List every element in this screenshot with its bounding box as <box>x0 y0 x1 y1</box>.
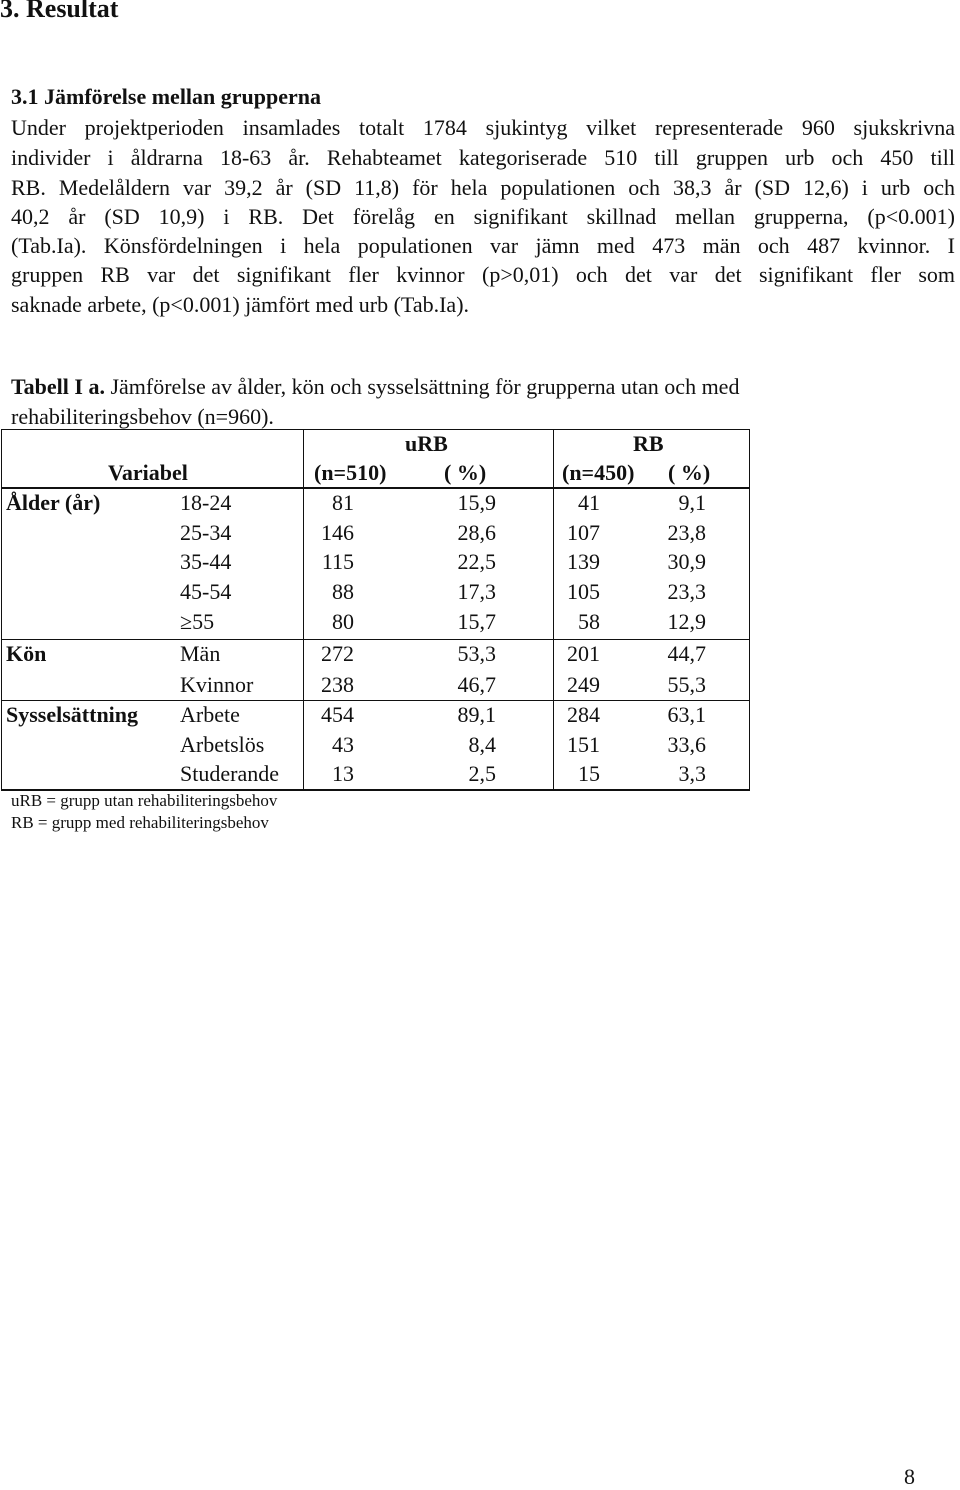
row-group1-pct: 28,6 <box>457 520 496 545</box>
header-group2-n: (n=450) <box>562 460 635 485</box>
row-group2-n: 249 <box>567 672 600 697</box>
header-group1-n: (n=510) <box>314 460 387 485</box>
paragraph-line: gruppen RB var det signifikant fler kvinnor (p>0,01) och det var det signifikant fler som <box>11 262 955 287</box>
section-heading: 3. Resultat <box>0 0 119 23</box>
row-group1-pct: 22,5 <box>457 549 496 574</box>
row-group1-pct: 2,5 <box>468 761 496 786</box>
row-group2-n: 284 <box>567 702 600 727</box>
row-subcategory: 45-54 <box>180 579 232 604</box>
row-group1-n: 13 <box>332 761 354 786</box>
table-header-divider <box>1 487 750 489</box>
row-group1-n: 88 <box>332 579 354 604</box>
row-group1-n: 43 <box>332 732 354 757</box>
row-group2-n: 139 <box>567 549 600 574</box>
table-row-divider <box>1 639 750 640</box>
row-subcategory: 25-34 <box>180 520 232 545</box>
footnote: uRB = grupp utan rehabiliteringsbehov <box>11 791 278 810</box>
page-number: 8 <box>904 1464 915 1489</box>
row-group2-n: 151 <box>567 732 600 757</box>
row-subcategory: Studerande <box>180 761 279 786</box>
row-subcategory: 35-44 <box>180 549 232 574</box>
row-group2-n: 15 <box>578 761 600 786</box>
paragraph-line: individer i åldrarna 18-63 år. Rehabteamet kategoriserade 510 till gruppen urb och 450 till <box>11 145 955 170</box>
paragraph-line: RB. Medelåldern var 39,2 år (SD 11,8) för hela populationen och 38,3 år (SD 12,6) i urb och <box>11 175 955 200</box>
row-group2-n: 107 <box>567 520 600 545</box>
table-border-left <box>1 429 2 790</box>
paragraph-line: Under projektperioden insamlades totalt 1784 sjukintyg vilket representerade 960 sjukskrivna <box>11 115 955 140</box>
row-subcategory: Män <box>180 641 221 666</box>
row-group2-pct: 44,7 <box>667 641 706 666</box>
row-subcategory: ≥55 <box>180 609 215 634</box>
row-group1-pct: 15,7 <box>457 609 496 634</box>
table-caption <box>11 374 739 400</box>
table-border-top <box>1 429 750 430</box>
row-group1-n: 146 <box>321 520 354 545</box>
row-group2-n: 58 <box>578 609 600 634</box>
table-column-divider <box>553 429 554 790</box>
row-group1-n: 81 <box>332 490 354 515</box>
header-group1-pct: ( %) <box>444 460 487 485</box>
row-group2-n: 201 <box>567 641 600 666</box>
row-group1-n: 454 <box>321 702 354 727</box>
footnote: RB = grupp med rehabiliteringsbehov <box>11 813 269 832</box>
row-group1-pct: 89,1 <box>457 702 496 727</box>
row-group2-pct: 3,3 <box>678 761 706 786</box>
paragraph-line: saknade arbete, (p<0.001) jämfört med urb (Tab.Ia). <box>11 292 470 317</box>
row-group1-n: 272 <box>321 641 354 666</box>
table-border-right <box>749 429 750 790</box>
row-group2-pct: 23,8 <box>667 520 706 545</box>
subsection-heading: 3.1 Jämförelse mellan grupperna <box>11 84 322 109</box>
header-variable: Variabel <box>108 460 188 485</box>
row-group2-pct: 63,1 <box>667 702 706 727</box>
row-category: Ålder (år) <box>6 490 101 515</box>
row-group1-n: 80 <box>332 609 354 634</box>
row-category: Kön <box>6 641 47 666</box>
row-group2-pct: 9,1 <box>678 490 706 515</box>
row-group2-pct: 30,9 <box>667 549 706 574</box>
paragraph-line: (Tab.Ia). Könsfördelningen i hela populationen var jämn med 473 män och 487 kvinnor. I <box>11 233 955 258</box>
header-group2-pct: ( %) <box>668 460 711 485</box>
row-category: Sysselsättning <box>6 702 139 727</box>
table-caption-label: Tabell I a. <box>11 374 105 399</box>
row-group1-n: 115 <box>321 549 354 574</box>
row-group1-n: 238 <box>321 672 354 697</box>
row-group1-pct: 8,4 <box>468 732 496 757</box>
row-group2-pct: 55,3 <box>667 672 706 697</box>
table-column-divider <box>303 429 304 790</box>
row-group2-pct: 23,3 <box>667 579 706 604</box>
row-subcategory: 18-24 <box>180 490 232 515</box>
row-group1-pct: 15,9 <box>457 490 496 515</box>
header-group1-name: uRB <box>405 431 448 456</box>
row-group1-pct: 17,3 <box>457 579 496 604</box>
table-caption-text: Jämförelse av ålder, kön och sysselsättning för grupperna utan och med <box>104 374 740 399</box>
row-group1-pct: 53,3 <box>457 641 496 666</box>
row-group1-pct: 46,7 <box>457 672 496 697</box>
row-group2-n: 41 <box>578 490 600 515</box>
table-row-divider <box>1 700 750 701</box>
header-group2-name: RB <box>633 431 664 456</box>
row-subcategory: Arbetslös <box>180 732 265 757</box>
row-subcategory: Arbete <box>180 702 240 727</box>
row-group2-pct: 33,6 <box>667 732 706 757</box>
row-group2-pct: 12,9 <box>667 609 706 634</box>
row-subcategory: Kvinnor <box>180 672 254 697</box>
table-caption-continued: rehabiliteringsbehov (n=960). <box>11 404 274 429</box>
paragraph-line: 40,2 år (SD 10,9) i RB. Det förelåg en signifikant skillnad mellan grupperna, (p<0.001) <box>11 204 955 229</box>
row-group2-n: 105 <box>567 579 600 604</box>
